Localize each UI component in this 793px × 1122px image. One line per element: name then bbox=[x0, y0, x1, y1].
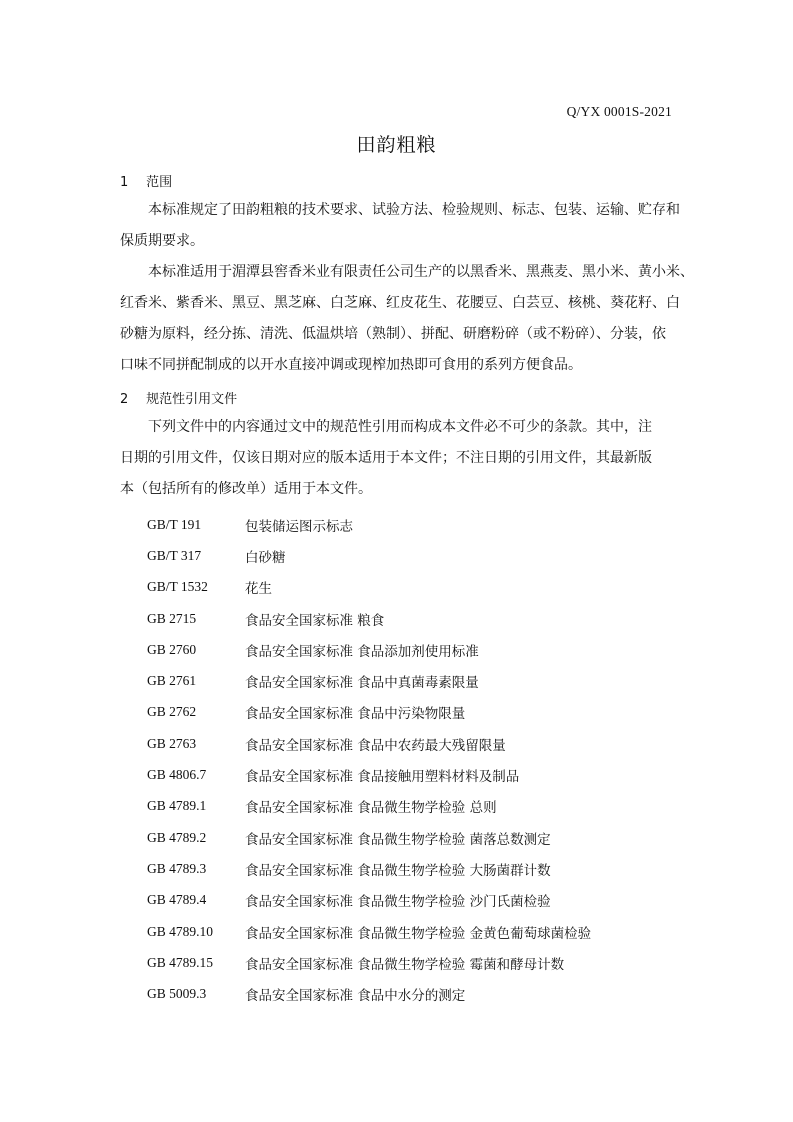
reference-code: GB 4789.1 bbox=[147, 798, 207, 814]
reference-code: GB/T 191 bbox=[147, 516, 202, 532]
reference-row bbox=[147, 916, 667, 947]
reference-row bbox=[147, 853, 667, 884]
paragraph-line: 砂糖为原料，经分拣、清洗、低温烘培（熟制）、拼配、研磨粉碎（或不粉碎）、分装，依 bbox=[120, 326, 666, 342]
reference-title: 食品安全国家标准 食品接触用塑料材料及制品 bbox=[245, 769, 520, 786]
reference-title: 白砂糖 bbox=[245, 549, 286, 566]
normative-reference-list bbox=[147, 509, 667, 1010]
reference-title: 包装储运图示标志 bbox=[245, 518, 353, 535]
reference-row bbox=[147, 791, 667, 822]
reference-title: 食品安全国家标准 食品中水分的测定 bbox=[245, 988, 466, 1005]
reference-title: 食品安全国家标准 食品微生物学检验 霉菌和酵母计数 bbox=[245, 956, 565, 973]
reference-code: GB 4789.10 bbox=[147, 923, 214, 939]
section-2-title: 规范性引用文件 bbox=[146, 392, 238, 407]
reference-code: GB 2761 bbox=[147, 673, 197, 689]
section-2-number: 2 bbox=[120, 392, 129, 407]
section-2-heading bbox=[120, 388, 237, 407]
reference-code: GB 2762 bbox=[147, 704, 197, 720]
reference-title: 食品安全国家标准 食品微生物学检验 沙门氏菌检验 bbox=[245, 894, 551, 911]
paragraph-line: 保质期要求。 bbox=[120, 233, 204, 249]
reference-code: GB/T 317 bbox=[147, 547, 202, 563]
reference-row bbox=[147, 947, 667, 978]
section-2-paragraph-1 bbox=[120, 412, 676, 505]
reference-code: GB 4789.4 bbox=[147, 892, 207, 908]
reference-code: GB 2763 bbox=[147, 735, 197, 751]
standard-number: Q/YX 0001S-2021 bbox=[566, 104, 672, 119]
reference-code: GB/T 1532 bbox=[147, 579, 208, 595]
section-1-title: 范围 bbox=[146, 175, 173, 190]
reference-row bbox=[147, 822, 667, 853]
reference-code: GB 2760 bbox=[147, 641, 197, 657]
reference-row bbox=[147, 697, 667, 728]
reference-title: 食品安全国家标准 食品中农药最大残留限量 bbox=[245, 737, 506, 754]
reference-row bbox=[147, 572, 667, 603]
reference-row bbox=[147, 978, 667, 1009]
reference-title: 食品安全国家标准 粮食 bbox=[245, 612, 385, 629]
paragraph-line: 本标准适用于湄潭县窖香米业有限责任公司生产的以黑香米、黑燕麦、黑小米、黄小米、 bbox=[148, 264, 694, 280]
reference-title: 食品安全国家标准 食品添加剂使用标准 bbox=[245, 643, 479, 660]
reference-title: 食品安全国家标准 食品微生物学检验 菌落总数测定 bbox=[245, 831, 551, 848]
section-1-heading bbox=[120, 171, 172, 190]
reference-row bbox=[147, 665, 667, 696]
paragraph-line: 下列文件中的内容通过文中的规范性引用而构成本文件必不可少的条款。其中，注 bbox=[148, 419, 652, 435]
reference-row bbox=[147, 509, 667, 540]
reference-title: 花生 bbox=[245, 581, 272, 598]
reference-row bbox=[147, 728, 667, 759]
section-1-paragraph-2 bbox=[120, 257, 694, 381]
reference-row bbox=[147, 885, 667, 916]
reference-code: GB 4806.7 bbox=[147, 767, 207, 783]
reference-row bbox=[147, 540, 667, 571]
reference-title: 食品安全国家标准 食品微生物学检验 大肠菌群计数 bbox=[245, 862, 551, 879]
reference-title: 食品安全国家标准 食品中污染物限量 bbox=[245, 706, 466, 723]
reference-code: GB 2715 bbox=[147, 610, 197, 626]
paragraph-line: 口味不同拼配制成的以开水直接冲调或现榨加热即可食用的系列方便食品。 bbox=[120, 357, 582, 373]
paragraph-line: 日期的引用文件，仅该日期对应的版本适用于本文件；不注日期的引用文件，其最新版 bbox=[120, 450, 652, 466]
reference-row bbox=[147, 759, 667, 790]
reference-code: GB 4789.2 bbox=[147, 829, 207, 845]
reference-title: 食品安全国家标准 食品微生物学检验 金黄色葡萄球菌检验 bbox=[245, 925, 592, 942]
reference-code: GB 4789.15 bbox=[147, 954, 214, 970]
reference-code: GB 5009.3 bbox=[147, 986, 207, 1002]
document-title: 田韵粗粮 bbox=[356, 134, 437, 156]
paragraph-line: 本（包括所有的修改单）适用于本文件。 bbox=[120, 481, 372, 497]
reference-code: GB 4789.3 bbox=[147, 860, 207, 876]
reference-row bbox=[147, 634, 667, 665]
reference-title: 食品安全国家标准 食品中真菌毒素限量 bbox=[245, 675, 479, 692]
reference-title: 食品安全国家标准 食品微生物学检验 总则 bbox=[245, 800, 497, 817]
paragraph-line: 红香米、紫香米、黑豆、黑芝麻、白芝麻、红皮花生、花腰豆、白芸豆、核桃、葵花籽、白 bbox=[120, 295, 680, 311]
section-1-number: 1 bbox=[120, 175, 129, 190]
reference-row bbox=[147, 603, 667, 634]
section-1-paragraph-1 bbox=[120, 195, 680, 257]
paragraph-line: 本标准规定了田韵粗粮的技术要求、试验方法、检验规则、标志、包装、运输、贮存和 bbox=[148, 202, 680, 218]
